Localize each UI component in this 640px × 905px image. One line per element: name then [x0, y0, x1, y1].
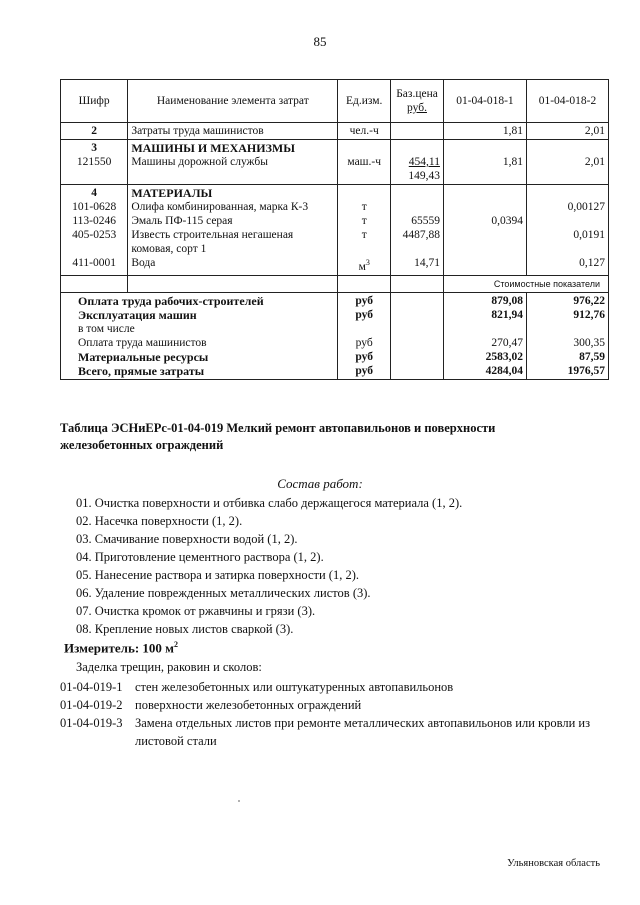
material-name: Известь строительная негашеная	[131, 229, 294, 241]
material-name: Вода	[131, 257, 156, 269]
section-heading: Таблица ЭСНиЕРс-01-04-019 Мелкий ремонт автопавильонов и поверхности железобетонных ограждений	[60, 421, 496, 452]
material-value-2: 0,00127	[567, 201, 605, 213]
row-code: 2	[61, 123, 128, 140]
v1-wages-machinists: 270,47	[491, 336, 523, 349]
machine-price-bottom: 149,43	[408, 170, 440, 182]
code-row	[60, 714, 600, 750]
summary-label	[61, 292, 338, 379]
row-unit	[338, 140, 391, 185]
list-item: 07. Очистка кромок от ржавчины и грязи (3).	[76, 604, 316, 618]
machine-unit: маш.-ч	[347, 156, 382, 168]
material-unit: т	[361, 201, 367, 213]
code-row	[60, 696, 600, 714]
material-unit: т	[361, 215, 367, 227]
caption-blank	[128, 275, 338, 292]
machine-code: 121550	[76, 156, 112, 168]
unit-machine-operation: руб	[355, 308, 373, 321]
summary-row	[61, 292, 609, 379]
unit-material-resources: руб	[355, 350, 373, 363]
row-value-1	[443, 140, 526, 185]
row-value-1	[443, 185, 526, 276]
material-code: 101-0628	[72, 201, 117, 213]
v1-total-direct: 4284,04	[485, 364, 523, 377]
v2-machine-operation: 912,76	[573, 308, 605, 321]
rate-description: Замена отдельных листов при ремонте металлических автопавильонов или кровли из листовой стали	[135, 716, 591, 748]
machine-price-top: 454,11	[408, 156, 440, 168]
list-item: 03. Смачивание поверхности водой (1, 2).	[76, 532, 298, 546]
material-value-1: 0,0394	[491, 215, 523, 227]
code-row	[60, 678, 600, 696]
material-price: 65559	[411, 215, 440, 227]
row-value-2	[526, 185, 608, 276]
material-unit: т	[361, 229, 367, 241]
cost-table	[60, 79, 609, 380]
v1-machine-operation: 821,94	[491, 308, 523, 321]
row-name	[128, 185, 338, 276]
material-code: 411-0001	[72, 257, 116, 269]
section-number: 4	[91, 187, 98, 199]
header-code: Шифр	[61, 80, 128, 123]
row-value-2: 2,01	[526, 123, 608, 140]
v1-material-resources: 2583,02	[485, 350, 523, 363]
label-material-resources: Материальные ресурсы	[78, 349, 209, 364]
row-unit	[338, 185, 391, 276]
rate-description: стен железобетонных или оштукатуренных автопавильонов	[135, 680, 454, 694]
label-including: в том числе	[78, 322, 135, 335]
row-name	[128, 140, 338, 185]
cost-caption: Стоимостные показатели	[443, 275, 608, 292]
section-title-materials: МАТЕРИАЛЫ	[131, 186, 213, 200]
label-machine-operation: Эксплуатация машин	[78, 307, 197, 322]
v2-wages-machinists: 300,35	[573, 336, 605, 349]
summary-price	[391, 292, 444, 379]
material-code: 405-0253	[72, 229, 117, 241]
list-item: 05. Нанесение раствора и затирка поверхности (1, 2).	[76, 568, 360, 582]
header-price-line2: руб.	[407, 102, 427, 114]
v2-material-resources: 87,59	[579, 350, 605, 363]
list-item: 08. Крепление новых листов сваркой (3).	[76, 622, 294, 636]
table-row	[61, 185, 609, 276]
machine-value-1: 1,81	[502, 156, 523, 168]
meter-label: Измеритель: 100 $м^2$	[64, 640, 179, 656]
v2-total-direct: 1976,57	[567, 364, 605, 377]
header-price	[391, 80, 444, 123]
summary-value-2	[526, 292, 608, 379]
machine-value-2: 2,01	[584, 156, 605, 168]
row-price	[391, 185, 444, 276]
caption-blank	[61, 275, 128, 292]
material-price: 14,71	[414, 257, 440, 269]
row-name: Затраты труда машинистов	[128, 123, 338, 140]
rate-code: 01-04-019-1	[60, 680, 123, 694]
row-code	[61, 185, 128, 276]
summary-value-1	[443, 292, 526, 379]
works-title: Состав работ:	[277, 476, 363, 491]
list-item: 01. Очистка поверхности и отбивка слабо держащегося материала (1, 2).	[76, 496, 463, 510]
sealing-title: Заделка трещин, раковин и сколов:	[76, 660, 262, 674]
list-item: 02. Насечка поверхности (1, 2).	[76, 514, 243, 528]
unit-total-direct: руб	[355, 364, 373, 377]
header-unit: Ед.изм.	[338, 80, 391, 123]
material-unit: $м^3$	[358, 258, 370, 273]
row-value-1: 1,81	[443, 123, 526, 140]
footer-region: Ульяновская область	[507, 858, 600, 869]
header-name: Наименование элемента затрат	[128, 80, 338, 123]
material-value-2: 0,127	[579, 257, 605, 269]
label-wages-machinists: Оплата труда машинистов	[78, 336, 207, 349]
label-wages-builders: Оплата труда рабочих-строителей	[78, 293, 264, 308]
section-title-machines: МАШИНЫ И МЕХАНИЗМЫ	[131, 141, 296, 155]
material-name-cont: комовая, сорт 1	[131, 243, 207, 255]
material-value-2: 0,0191	[573, 229, 605, 241]
page-number: 85	[313, 34, 327, 49]
material-code: 113-0246	[72, 215, 116, 227]
list-item: 06. Удаление поврежденных металлических листов (3).	[76, 586, 371, 600]
rate-code: 01-04-019-3	[60, 716, 123, 730]
material-name: Олифа комбинированная, марка К-3	[131, 201, 309, 213]
section-number: 3	[91, 142, 98, 154]
material-name: Эмаль ПФ-115 серая	[131, 215, 233, 227]
summary-unit	[338, 292, 391, 379]
rate-description: поверхности железобетонных ограждений	[135, 698, 362, 712]
header-col2: 01-04-018-2	[526, 80, 608, 123]
label-total-direct: Всего, прямые затраты	[78, 363, 205, 378]
unit-wages-builders: руб	[355, 294, 373, 307]
machine-name: Машины дорожной службы	[131, 156, 268, 168]
works-list	[76, 494, 596, 638]
row-price	[391, 123, 444, 140]
table-row	[61, 123, 609, 140]
row-unit: чел.-ч	[338, 123, 391, 140]
v2-wages-builders: 976,22	[573, 294, 605, 307]
code-list	[60, 678, 600, 750]
rate-code: 01-04-019-2	[60, 698, 123, 712]
row-code	[61, 140, 128, 185]
table-header-row	[61, 80, 609, 123]
cost-caption-row	[61, 275, 609, 292]
list-item: 04. Приготовление цементного раствора (1, 2).	[76, 550, 324, 564]
v1-wages-builders: 879,08	[491, 294, 523, 307]
header-price-line1: Баз.цена	[396, 88, 438, 100]
unit-wages-machinists: руб	[355, 336, 373, 349]
header-col1: 01-04-018-1	[443, 80, 526, 123]
row-value-2	[526, 140, 608, 185]
row-price	[391, 140, 444, 185]
caption-blank	[338, 275, 391, 292]
table-row	[61, 140, 609, 185]
material-price: 4487,88	[402, 229, 440, 241]
stray-mark	[238, 800, 240, 802]
caption-blank	[391, 275, 444, 292]
